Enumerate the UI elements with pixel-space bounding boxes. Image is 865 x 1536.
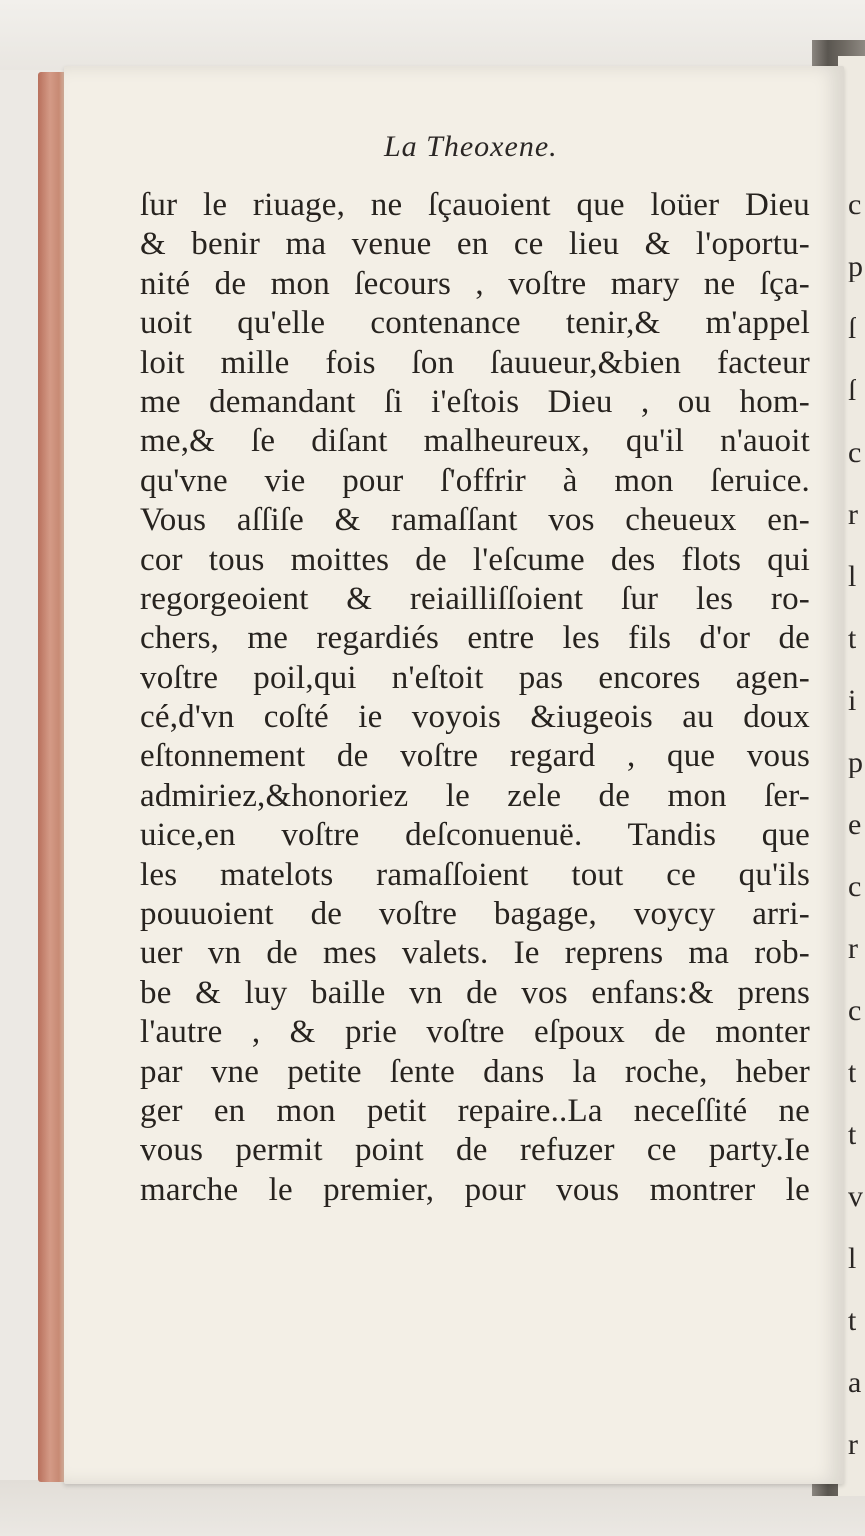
text-line: me demandant ſi i'eſtois Dieu , ou hom- [140,383,810,420]
facing-page-letter: t [848,1120,857,1150]
facing-page-letter: c [848,190,862,220]
text-line: voſtre poil,qui n'eſtoit pas encores agen- [140,659,810,696]
text-line: l'autre , & prie voſtre eſpoux de monter [140,1014,810,1051]
text-line: uoit qu'elle contenance tenir,& m'appel [140,305,810,342]
text-line: marche le premier, pour vous montrer le [140,1171,810,1208]
facing-page-letter: i [848,686,857,716]
text-line: pouuoient de voſtre bagage, voycy arri- [140,896,810,933]
text-line: uer vn de mes valets. Ie reprens ma rob- [140,935,810,972]
text-line: be & luy baille vn de vos enfans:& prens [140,974,810,1011]
text-line: admiriez,&honoriez le zele de mon ſer- [140,777,810,814]
facing-page-letter: t [848,1306,857,1336]
backdrop-bottom [0,1480,865,1536]
text-line: & benir ma venue en ce lieu & l'oportu- [140,226,810,263]
text-line: ger en mon petit repaire..La neceſſité ne [140,1092,810,1129]
text-line: qu'vne vie pour ſ'offrir à mon ſeruice. [140,462,810,499]
text-line: ſur le riuage, ne ſçauoient que loüer Dieu [140,187,810,223]
facing-page-letter: ſ [848,376,857,406]
facing-page-letter: p [848,252,863,282]
facing-page-letter: ſ [848,314,857,344]
text-line: Vous aſſiſe & ramaſſant vos cheueux en- [140,502,810,539]
facing-page-letter: r [848,500,858,530]
text-line: par vne petite ſente dans la roche, heber [140,1053,810,1090]
facing-page-letter: c [848,996,862,1026]
text-line: me,& ſe diſant malheureux, qu'il n'auoit [140,423,810,460]
text-line: vous permit point de refuzer ce party.Ie [140,1132,810,1169]
facing-page-letter: r [848,934,858,964]
facing-page-letter: t [848,624,857,654]
text-line: uice,en voſtre deſconuenuë. Tandis que [140,817,810,854]
text-line: loit mille fois ſon ſauueur,&bien facteur [140,344,810,381]
facing-page-letter: c [848,872,862,902]
text-line: chers, me regardiés entre les fils d'or de [140,620,810,657]
facing-page-letter: r [848,1430,858,1460]
facing-page-letter: l [848,562,857,592]
text-block [140,186,810,1210]
text-line: eſtonnement de voſtre regard , que vous [140,738,810,775]
text-line: cé,d'vn coſté ie voyois &iugeois au doux [140,699,810,736]
text-line: cor tous moittes de l'eſcume des flots qui [140,541,810,578]
facing-page-letter: c [848,438,862,468]
facing-page-letter: a [848,1368,862,1398]
facing-page-letter: v [848,1182,863,1212]
running-head: La Theoxene. [384,130,558,163]
facing-page-letter: p [848,748,863,778]
text-line: les matelots ramaſſoient tout ce qu'ils [140,856,810,893]
text-line: regorgeoient & reiailliſſoient ſur les ro- [140,580,810,617]
facing-page-letter: e [848,810,862,840]
backdrop-top [0,0,865,70]
facing-page-letter: t [848,1058,857,1088]
facing-page-letter: l [848,1244,857,1274]
text-line: nité de mon ſecours , voſtre mary ne ſça- [140,265,810,302]
